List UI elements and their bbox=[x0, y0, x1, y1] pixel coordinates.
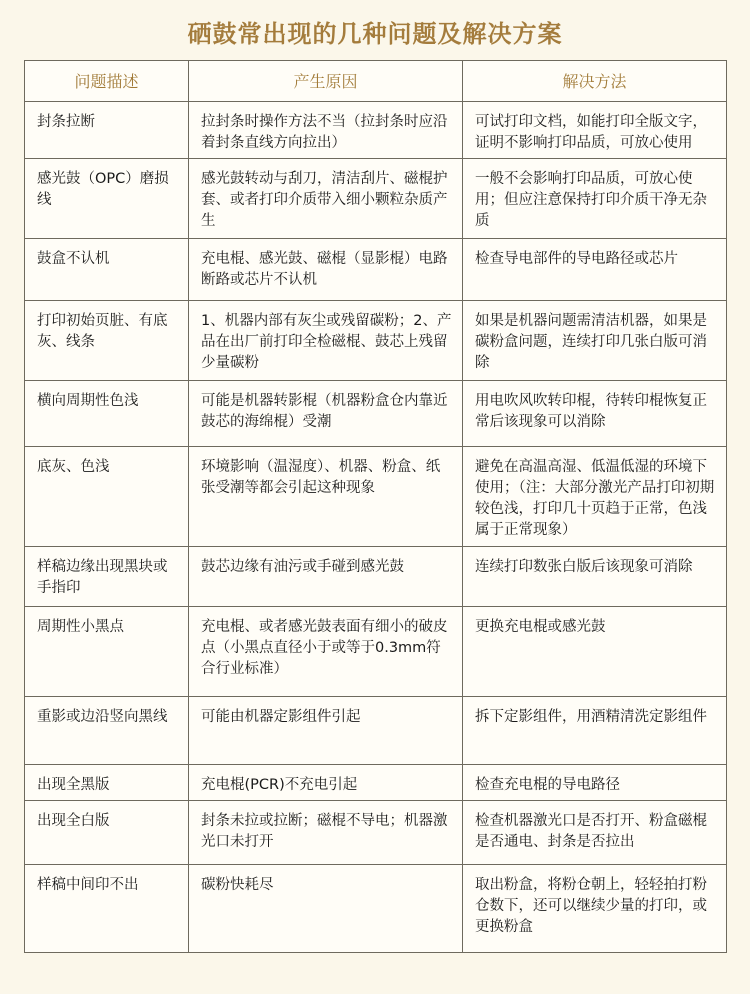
problem-cell: 感光鼓（OPC）磨损线 bbox=[25, 159, 189, 239]
solution-cell: 用电吹风吹转印棍，待转印棍恢复正常后该现象可以消除 bbox=[463, 381, 727, 447]
page-title: 硒鼓常出现的几种问题及解决方案 bbox=[187, 20, 563, 48]
cause-cell: 可能是机器转影棍（机器粉盒仓内靠近鼓芯的海绵棍）受潮 bbox=[189, 381, 463, 447]
problem-cell: 周期性小黑点 bbox=[25, 607, 189, 697]
solution-cell: 如果是机器问题需清洁机器，如果是碳粉盒问题，连续打印几张白版可消除 bbox=[463, 301, 727, 381]
cause-cell: 感光鼓转动与刮刀，清洁刮片、磁棍护套、或者打印介质带入细小颗粒杂质产生 bbox=[189, 159, 463, 239]
problem-cell: 样稿边缘出现黑块或手指印 bbox=[25, 547, 189, 607]
solution-cell: 拆下定影组件，用酒精清洗定影组件 bbox=[463, 697, 727, 765]
cause-cell: 充电棍、感光鼓、磁棍（显影棍）电路断路或芯片不认机 bbox=[189, 239, 463, 301]
solution-cell: 更换充电棍或感光鼓 bbox=[463, 607, 727, 697]
problem-cell: 打印初始页脏、有底灰、线条 bbox=[25, 301, 189, 381]
problem-cell: 重影或边沿竖向黑线 bbox=[25, 697, 189, 765]
troubleshooting-table bbox=[24, 60, 727, 953]
table-row bbox=[25, 801, 727, 865]
solution-cell: 可试打印文档，如能打印全版文字，证明不影响打印品质，可放心使用 bbox=[463, 102, 727, 159]
problem-cell: 样稿中间印不出 bbox=[25, 865, 189, 953]
problem-cell: 出现全黑版 bbox=[25, 765, 189, 801]
table-row bbox=[25, 765, 727, 801]
cause-cell: 1、机器内部有灰尘或残留碳粉；2、产品在出厂前打印全检磁棍、鼓芯上残留少量碳粉 bbox=[189, 301, 463, 381]
column-header-solution: 解决方法 bbox=[463, 61, 727, 102]
cause-cell: 封条未拉或拉断；磁棍不导电；机器激光口未打开 bbox=[189, 801, 463, 865]
table-row bbox=[25, 547, 727, 607]
cause-cell: 拉封条时操作方法不当（拉封条时应沿着封条直线方向拉出） bbox=[189, 102, 463, 159]
table-row bbox=[25, 607, 727, 697]
table-row bbox=[25, 102, 727, 159]
problem-cell: 横向周期性色浅 bbox=[25, 381, 189, 447]
cause-cell: 充电棍(PCR)不充电引起 bbox=[189, 765, 463, 801]
cause-cell: 鼓芯边缘有油污或手碰到感光鼓 bbox=[189, 547, 463, 607]
table-row bbox=[25, 865, 727, 953]
solution-cell: 检查机器激光口是否打开、粉盒磁棍是否通电、封条是否拉出 bbox=[463, 801, 727, 865]
problem-cell: 封条拉断 bbox=[25, 102, 189, 159]
cause-cell: 可能由机器定影组件引起 bbox=[189, 697, 463, 765]
solution-cell: 连续打印数张白版后该现象可消除 bbox=[463, 547, 727, 607]
table-row bbox=[25, 239, 727, 301]
problem-cell: 出现全白版 bbox=[25, 801, 189, 865]
solution-cell: 取出粉盒，将粉仓朝上，轻轻拍打粉仓数下，还可以继续少量的打印，或更换粉盒 bbox=[463, 865, 727, 953]
table-row bbox=[25, 159, 727, 239]
table-row bbox=[25, 381, 727, 447]
table-row bbox=[25, 301, 727, 381]
solution-cell: 避免在高温高湿、低温低湿的环境下使用；（注：大部分激光产品打印初期较色浅，打印几十页趋于正常，色浅属于正常现象） bbox=[463, 447, 727, 547]
problem-cell: 底灰、色浅 bbox=[25, 447, 189, 547]
solution-cell: 检查导电部件的导电路径或芯片 bbox=[463, 239, 727, 301]
column-header-problem: 问题描述 bbox=[25, 61, 189, 102]
table-row bbox=[25, 447, 727, 547]
cause-cell: 环境影响（温湿度）、机器、粉盒、纸张受潮等都会引起这种现象 bbox=[189, 447, 463, 547]
column-header-cause: 产生原因 bbox=[189, 61, 463, 102]
solution-cell: 一般不会影响打印品质，可放心使用；但应注意保持打印介质干净无杂质 bbox=[463, 159, 727, 239]
cause-cell: 碳粉快耗尽 bbox=[189, 865, 463, 953]
table-row bbox=[25, 697, 727, 765]
table-header-row bbox=[25, 61, 727, 102]
solution-cell: 检查充电棍的导电路径 bbox=[463, 765, 727, 801]
cause-cell: 充电棍、或者感光鼓表面有细小的破皮点（小黑点直径小于或等于0.3mm符合行业标准） bbox=[189, 607, 463, 697]
problem-cell: 鼓盒不认机 bbox=[25, 239, 189, 301]
